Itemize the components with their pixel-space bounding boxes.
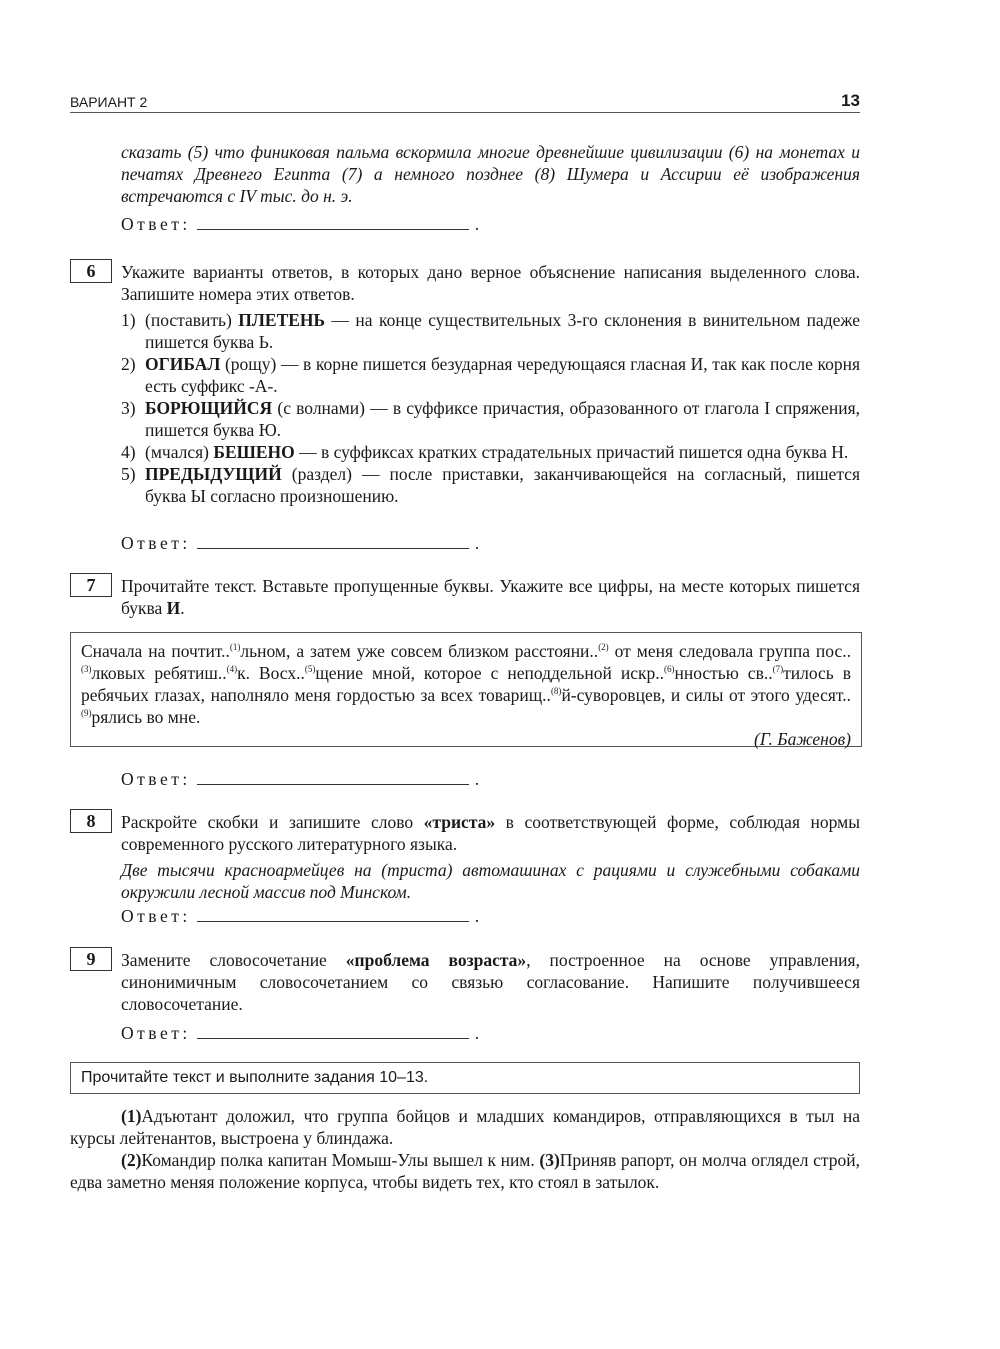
task8-example: Две тысячи красноармейцев на (триста) автомашинах с рациями и служебными собаками окружили лесной массив под Минском.: [121, 860, 860, 902]
option-4: [121, 441, 860, 463]
option-text: ОГИБАЛ (рощу) — в корне пишется безударная чередующаяся гласная И, так как после корня есть суффикс -А-.: [145, 354, 860, 396]
gap-number: (8): [550, 686, 562, 696]
option-text: БОРЮЩИЙСЯ (с волнами) — в суффиксе причастия, образованного от глагола I спряжения, пишется буква Ю.: [145, 398, 860, 440]
intro-text: сказать (5) что финиковая пальма вскормила многие древнейшие цивилизации (6) на монетах и печатях Древнего Египта (7) а немного позднее (8) Шумера и Ассирии её изображения встречаются с IV тыс. до н. э.: [121, 142, 860, 206]
answer-label: Ответ:: [121, 1023, 191, 1043]
answer-label: Ответ:: [121, 533, 191, 553]
option-1: [121, 309, 860, 353]
gap-number: (6): [663, 664, 675, 674]
text-segment: Сначала на почтит..: [81, 641, 230, 661]
passage-paragraph: (1)Адъютант доложил, что группа бойцов и младших командиров, отправляющихся в тыл на курсы лейтенантов, выстроена у блиндажа.: [70, 1106, 860, 1148]
option-number: 3): [121, 398, 136, 418]
passage-paragraph: (2)Командир полка капитан Момыш-Улы вышел к ним. (3)Приняв рапорт, он молча оглядел строй, едва заметно меняя положение корпуса, чтобы видеть тех, кто стоял в затылок.: [70, 1150, 860, 1192]
gap-number: (2): [598, 642, 609, 652]
option-number: 2): [121, 354, 136, 374]
text-segment: льном, а затем уже совсем близком расстояни..: [240, 641, 599, 661]
option-number: 1): [121, 310, 136, 330]
variant-header: ВАРИАНТ 2: [70, 94, 148, 110]
answer-field-8[interactable]: Ответ: .: [121, 906, 483, 926]
instruction-box: Прочитайте текст и выполните задания 10–13.: [70, 1062, 860, 1094]
author: (Г. Баженов): [754, 729, 851, 749]
reading-passage: [0, 1105, 860, 1193]
task7-question: Прочитайте текст. Вставьте пропущенные буквы. Укажите все цифры, на месте которых пишется буква И.: [121, 576, 860, 618]
text-segment: тилось в ребячьих глазах, наполняло меня гордостью за всех товарищ..: [81, 663, 851, 705]
answer-field-6[interactable]: Ответ: .: [121, 533, 483, 553]
task-number-9: 9: [70, 947, 112, 971]
text-segment: к. Восх..: [237, 663, 305, 683]
task-number-8: 8: [70, 809, 112, 833]
text-segment: лковых ребятиш..: [91, 663, 227, 683]
gap-number: (7): [772, 664, 784, 674]
option-2: [121, 353, 860, 397]
task-number-6: 6: [70, 259, 112, 283]
gap-number: (9): [81, 708, 92, 718]
option-text: (поставить) ПЛЕТЕНЬ — на конце существительных 3-го склонения в винительном падеже пишется буква Ь.: [145, 310, 861, 352]
option-number: 4): [121, 442, 136, 462]
task9-question: Замените словосочетание «проблема возраста», построенное на основе управления, синонимичным словосочетанием со связью согласование. Напишите получившееся словосочетание.: [121, 950, 860, 1014]
text-segment: й-суворовцев, и силы от этого удесят..: [561, 685, 851, 705]
option-3: [121, 397, 860, 441]
option-text: ПРЕДЫДУЩИЙ (раздел) — после приставки, заканчивающейся на согласный, пишется буква Ы согласно произношению.: [145, 464, 860, 506]
gap-number: (3): [81, 664, 92, 674]
answer-label: Ответ:: [121, 769, 191, 789]
header-rule: [70, 112, 860, 113]
task6-options: [121, 309, 860, 507]
page-number: 13: [841, 91, 860, 110]
gap-number: (1): [229, 642, 241, 652]
text-segment: рялись во мне.: [91, 707, 201, 727]
task6-question: Укажите варианты ответов, в которых дано верное объяснение написания выделенного слова. Запишите номера этих ответов.: [121, 262, 860, 304]
option-number: 5): [121, 464, 136, 484]
option-text: (мчался) БЕШЕНО — в суффиксах кратких страдательных причастий пишется одна буква Н.: [145, 442, 849, 462]
answer-field-9[interactable]: Ответ: .: [121, 1023, 483, 1043]
task7-text-box: [70, 632, 862, 747]
text-segment: нностью св..: [674, 663, 773, 683]
task7-text: [81, 641, 851, 727]
answer-label: Ответ:: [121, 906, 191, 926]
text-segment: от меня следовала группа пос..: [608, 641, 851, 661]
text-segment: щение мной, которое с неподдельной искр..: [315, 663, 664, 683]
option-5: [121, 463, 860, 507]
answer-field-5[interactable]: Ответ: .: [121, 214, 483, 234]
answer-field-7[interactable]: Ответ: .: [121, 769, 483, 789]
task-number-7: 7: [70, 573, 112, 597]
gap-number: (5): [304, 664, 316, 674]
task8-question: Раскройте скобки и запишите слово «триста» в соответствующей форме, соблюдая нормы современного русского литературного языка.: [121, 812, 860, 854]
answer-label: Ответ:: [121, 214, 191, 234]
gap-number: (4): [226, 664, 238, 674]
